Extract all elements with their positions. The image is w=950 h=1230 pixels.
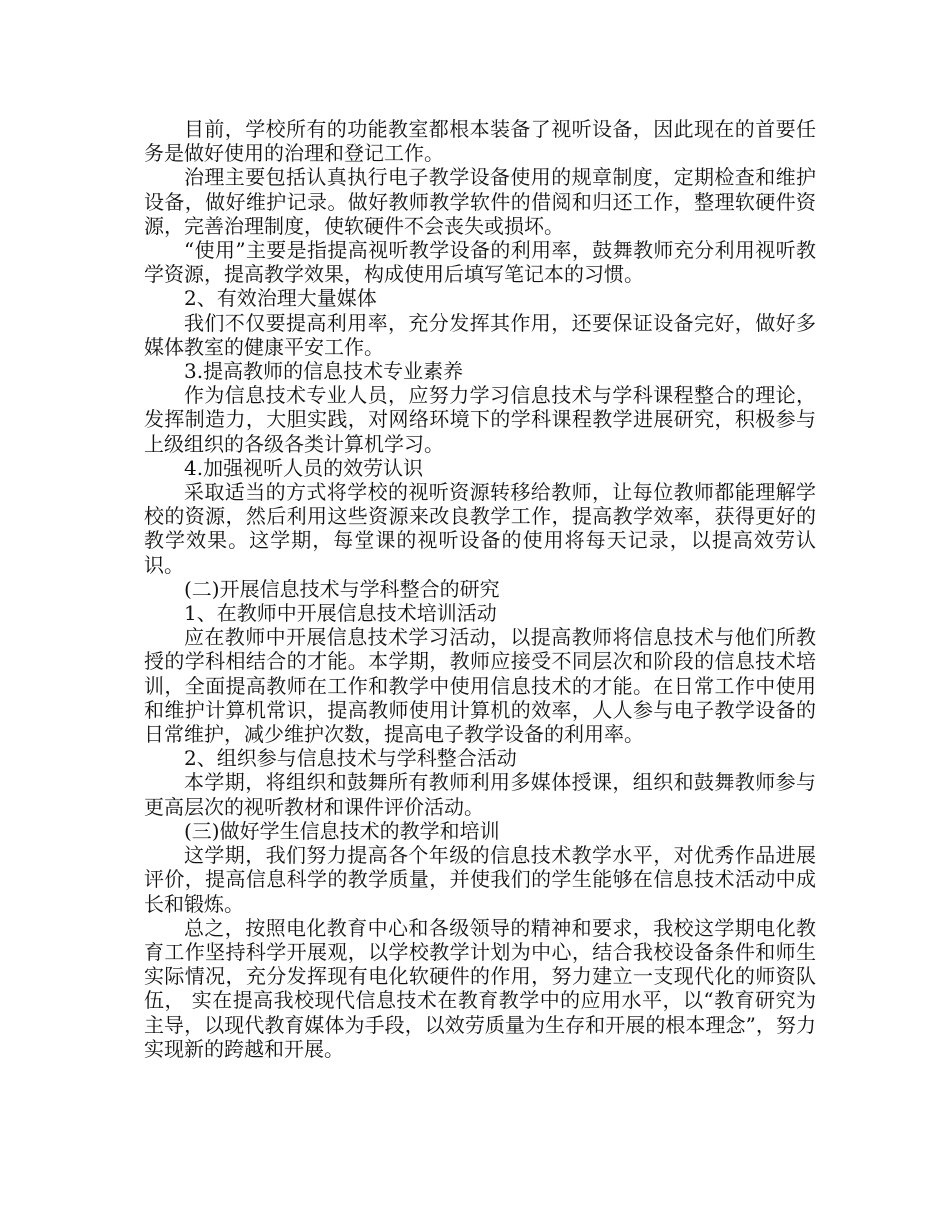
paragraph: 应在教师中开展信息技术学习活动，以提高教师将信息技术与他们所教授的学科相结合的才能。本学期，教师应接受不同层次和阶段的信息技术培训，全面提高教师在工作和教学中使用信息技术的才能。在日常工作中使用和维护计算机常识，提高教师使用计算机的效率，人人参与电子教学设备的日常维护，减少维护次数，提高电子教学设备的利用率。 xyxy=(144,625,816,747)
paragraph: 本学期，将组织和鼓舞所有教师利用多媒体授课，组织和鼓舞教师参与更高层次的视听教材和课件评价活动。 xyxy=(144,770,816,819)
section-heading: (三)做好学生信息技术的教学和培训 xyxy=(184,818,500,843)
document-body xyxy=(144,117,816,1061)
paragraph: 目前，学校所有的功能教室都根本装备了视听设备，因此现在的首要任务是做好使用的治理和登记工作。 xyxy=(144,117,816,166)
section-heading: 1、在教师中开展信息技术培训活动 xyxy=(184,601,497,626)
section-heading: (二)开展信息技术与学科整合的研究 xyxy=(184,576,500,601)
paragraph: 作为信息技术专业人员，应努力学习信息技术与学科课程整合的理论，发挥制造力，大胆实践，对网络环境下的学科课程教学进展研究，积极参与上级组织的各级各类计算机学习。 xyxy=(144,383,816,456)
paragraph: “使用”主要是指提高视听教学设备的利用率，鼓舞教师充分利用视听教学资源，提高教学效果，构成使用后填写笔记本的习惯。 xyxy=(144,238,816,287)
paragraph: 这学期，我们努力提高各个年级的信息技术教学水平，对优秀作品进展评价，提高信息科学的教学质量，并使我们的学生能够在信息技术活动中成长和锻炼。 xyxy=(144,843,816,916)
section-heading: 4.加强视听人员的效劳认识 xyxy=(184,455,424,480)
paragraph: 总之，按照电化教育中心和各级领导的精神和要求，我校这学期电化教育工作坚持科学开展观，以学校教学计划为中心，结合我校设备条件和师生实际情况，充分发挥现有电化软硬件的作用，努力建立一支现代化的师资队伍， 实在提高我校现代信息技术在教育教学中的应用水平，以“教育研究为主导，以现代教育媒体为手段，以效劳质量为生存和开展的根本理念”，努力实现新的跨越和开展。 xyxy=(144,915,816,1061)
section-heading: 2、有效治理大量媒体 xyxy=(184,286,377,311)
section-heading: 3.提高教师的信息技术专业素养 xyxy=(184,359,464,384)
section-heading: 2、组织参与信息技术与学科整合活动 xyxy=(184,746,517,771)
paragraph: 我们不仅要提高利用率，充分发挥其作用，还要保证设备完好，做好多媒体教室的健康平安工作。 xyxy=(144,310,816,359)
paragraph: 治理主要包括认真执行电子教学设备使用的规章制度，定期检查和维护设备，做好维护记录。做好教师教学软件的借阅和归还工作，整理软硬件资源，完善治理制度，使软硬件不会丧失或损坏。 xyxy=(144,165,816,238)
paragraph: 采取适当的方式将学校的视听资源转移给教师，让每位教师都能理解学校的资源，然后利用这些资源来改良教学工作，提高教学效率，获得更好的教学效果。这学期，每堂课的视听设备的使用将每天记录，以提高效劳认识。 xyxy=(144,480,816,577)
